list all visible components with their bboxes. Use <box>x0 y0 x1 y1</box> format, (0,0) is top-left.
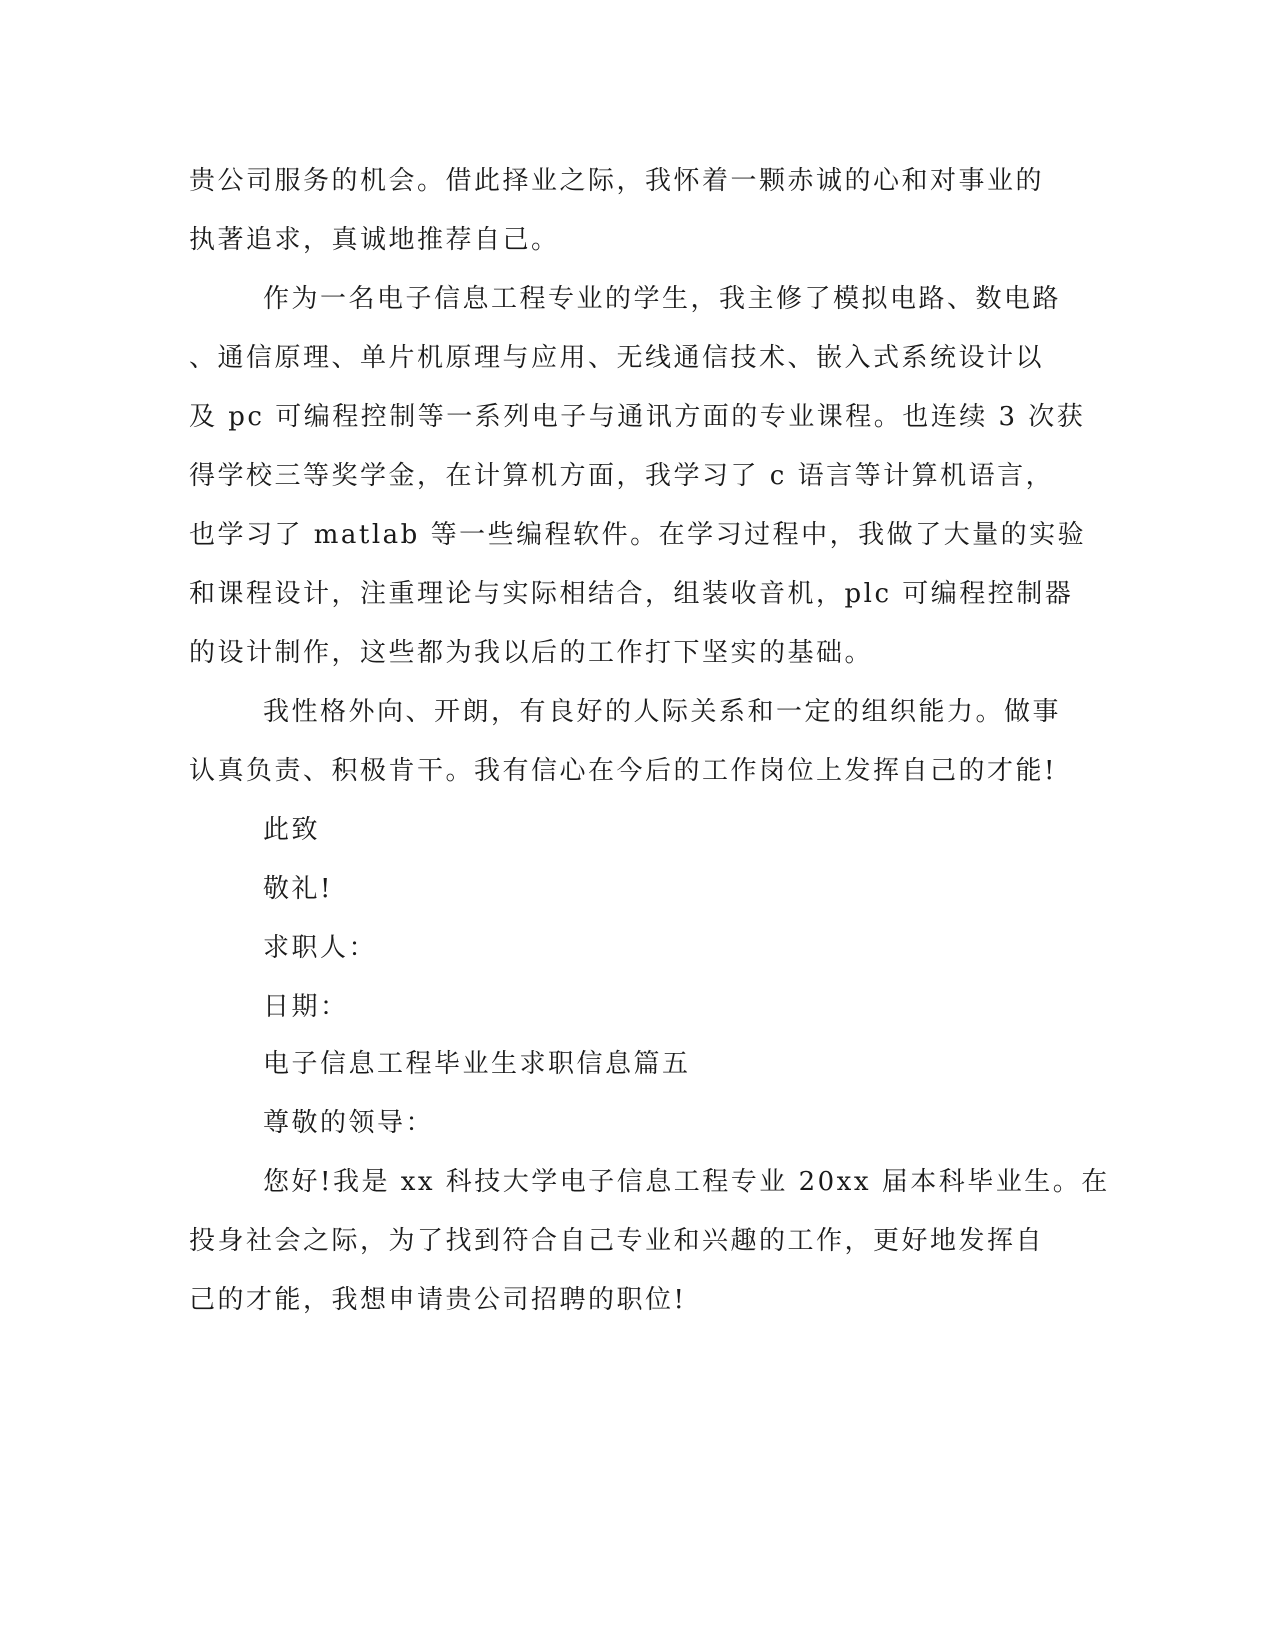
section-title: 电子信息工程毕业生求职信息篇五 <box>263 1049 691 1079</box>
paragraph-line: 和课程设计，注重理论与实际相结合，组装收音机，plc 可编程控制器 <box>189 579 1074 609</box>
paragraph-line: 也学习了 matlab 等一些编程软件。在学习过程中，我做了大量的实验 <box>189 520 1087 550</box>
paragraph-line: 投身社会之际，为了找到符合自己专业和兴趣的工作，更好地发挥自 <box>189 1226 1045 1256</box>
paragraph-line: 及 pc 可编程控制等一系列电子与通讯方面的专业课程。也连续 3 次获 <box>189 402 1086 432</box>
paragraph-line: 的设计制作，这些都为我以后的工作打下坚实的基础。 <box>189 638 874 668</box>
paragraph-line: 贵公司服务的机会。借此择业之际，我怀着一颗赤诚的心和对事业的 <box>189 166 1045 196</box>
closing-line: 此致 <box>263 815 321 845</box>
paragraph-line: 作为一名电子信息工程专业的学生，我主修了模拟电路、数电路 <box>263 284 1062 314</box>
salutation-line: 尊敬的领导： <box>263 1108 435 1138</box>
paragraph-line: 、通信原理、单片机原理与应用、无线通信技术、嵌入式系统设计以 <box>189 343 1045 373</box>
signature-line: 求职人： <box>263 933 378 963</box>
paragraph-line: 执著追求，真诚地推荐自己。 <box>189 225 560 255</box>
closing-line: 敬礼! <box>263 874 333 904</box>
paragraph-line: 您好!我是 xx 科技大学电子信息工程专业 20xx 届本科毕业生。在 <box>263 1167 1110 1197</box>
paragraph-line: 得学校三等奖学金，在计算机方面，我学习了 c 语言等计算机语言， <box>189 461 1055 491</box>
date-line: 日期： <box>263 992 349 1022</box>
paragraph-line: 我性格外向、开朗，有良好的人际关系和一定的组织能力。做事 <box>263 697 1062 727</box>
paragraph-line: 己的才能，我想申请贵公司招聘的职位! <box>189 1285 687 1315</box>
paragraph-line: 认真负责、积极肯干。我有信心在今后的工作岗位上发挥自己的才能! <box>189 756 1057 786</box>
